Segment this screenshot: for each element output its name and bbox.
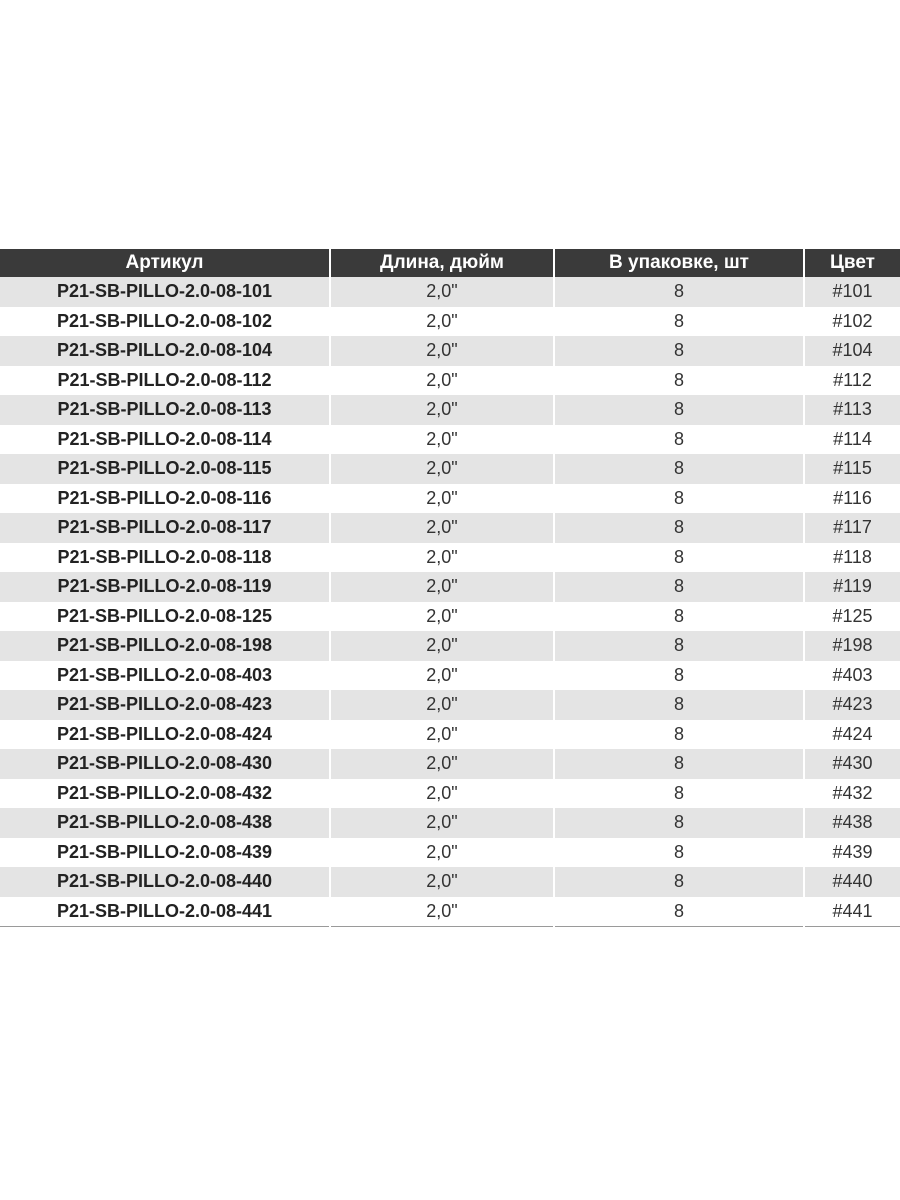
cell-article: P21-SB-PILLO-2.0-08-113 [0,395,330,425]
cell-article: P21-SB-PILLO-2.0-08-102 [0,307,330,337]
cell-article: P21-SB-PILLO-2.0-08-441 [0,897,330,927]
table-row [0,513,900,543]
cell-length: 2,0" [330,838,554,868]
header-row [0,249,900,277]
cell-pack-quantity: 8 [554,336,804,366]
cell-pack-quantity: 8 [554,513,804,543]
cell-article: P21-SB-PILLO-2.0-08-440 [0,867,330,897]
cell-color: #432 [804,779,900,809]
cell-pack-quantity: 8 [554,543,804,573]
header-length: Длина, дюйм [330,249,554,277]
cell-color: #423 [804,690,900,720]
cell-color: #403 [804,661,900,691]
table-row [0,543,900,573]
product-spec-table [0,249,900,927]
cell-pack-quantity: 8 [554,661,804,691]
table-row [0,454,900,484]
cell-length: 2,0" [330,897,554,927]
cell-length: 2,0" [330,602,554,632]
header-pack-quantity: В упаковке, шт [554,249,804,277]
cell-article: P21-SB-PILLO-2.0-08-117 [0,513,330,543]
cell-length: 2,0" [330,631,554,661]
cell-pack-quantity: 8 [554,808,804,838]
cell-article: P21-SB-PILLO-2.0-08-112 [0,366,330,396]
table-row [0,779,900,809]
table-row [0,572,900,602]
table-row [0,395,900,425]
table-row [0,808,900,838]
cell-color: #424 [804,720,900,750]
cell-length: 2,0" [330,867,554,897]
cell-article: P21-SB-PILLO-2.0-08-438 [0,808,330,838]
table-row [0,720,900,750]
cell-color: #440 [804,867,900,897]
cell-article: P21-SB-PILLO-2.0-08-430 [0,749,330,779]
cell-color: #439 [804,838,900,868]
cell-length: 2,0" [330,336,554,366]
table-row [0,661,900,691]
table-row [0,897,900,927]
cell-color: #115 [804,454,900,484]
cell-article: P21-SB-PILLO-2.0-08-115 [0,454,330,484]
cell-color: #116 [804,484,900,514]
cell-length: 2,0" [330,572,554,602]
cell-pack-quantity: 8 [554,749,804,779]
table-row [0,336,900,366]
cell-pack-quantity: 8 [554,395,804,425]
cell-pack-quantity: 8 [554,425,804,455]
cell-pack-quantity: 8 [554,484,804,514]
cell-article: P21-SB-PILLO-2.0-08-119 [0,572,330,602]
cell-pack-quantity: 8 [554,277,804,307]
header-color: Цвет [804,249,900,277]
cell-length: 2,0" [330,454,554,484]
cell-color: #117 [804,513,900,543]
cell-pack-quantity: 8 [554,690,804,720]
cell-article: P21-SB-PILLO-2.0-08-198 [0,631,330,661]
table-row [0,425,900,455]
cell-color: #198 [804,631,900,661]
table-row [0,307,900,337]
cell-pack-quantity: 8 [554,720,804,750]
cell-color: #102 [804,307,900,337]
cell-pack-quantity: 8 [554,602,804,632]
cell-length: 2,0" [330,277,554,307]
cell-pack-quantity: 8 [554,897,804,927]
cell-article: P21-SB-PILLO-2.0-08-104 [0,336,330,366]
cell-article: P21-SB-PILLO-2.0-08-116 [0,484,330,514]
table-row [0,867,900,897]
cell-color: #112 [804,366,900,396]
cell-pack-quantity: 8 [554,838,804,868]
cell-article: P21-SB-PILLO-2.0-08-101 [0,277,330,307]
table-body [0,277,900,927]
cell-article: P21-SB-PILLO-2.0-08-424 [0,720,330,750]
cell-color: #118 [804,543,900,573]
cell-color: #125 [804,602,900,632]
cell-article: P21-SB-PILLO-2.0-08-118 [0,543,330,573]
cell-length: 2,0" [330,720,554,750]
cell-length: 2,0" [330,484,554,514]
cell-length: 2,0" [330,808,554,838]
cell-length: 2,0" [330,307,554,337]
product-table-container [0,249,900,927]
cell-pack-quantity: 8 [554,631,804,661]
cell-length: 2,0" [330,425,554,455]
cell-article: P21-SB-PILLO-2.0-08-432 [0,779,330,809]
cell-color: #430 [804,749,900,779]
table-row [0,749,900,779]
cell-length: 2,0" [330,513,554,543]
table-row [0,690,900,720]
table-header [0,249,900,277]
cell-article: P21-SB-PILLO-2.0-08-439 [0,838,330,868]
cell-color: #101 [804,277,900,307]
cell-length: 2,0" [330,661,554,691]
cell-pack-quantity: 8 [554,572,804,602]
cell-pack-quantity: 8 [554,454,804,484]
cell-length: 2,0" [330,779,554,809]
table-row [0,602,900,632]
cell-article: P21-SB-PILLO-2.0-08-114 [0,425,330,455]
cell-color: #438 [804,808,900,838]
header-article: Артикул [0,249,330,277]
cell-length: 2,0" [330,543,554,573]
cell-article: P21-SB-PILLO-2.0-08-403 [0,661,330,691]
cell-pack-quantity: 8 [554,366,804,396]
table-row [0,366,900,396]
table-row [0,277,900,307]
cell-article: P21-SB-PILLO-2.0-08-423 [0,690,330,720]
cell-length: 2,0" [330,366,554,396]
cell-pack-quantity: 8 [554,779,804,809]
cell-article: P21-SB-PILLO-2.0-08-125 [0,602,330,632]
table-row [0,631,900,661]
cell-color: #441 [804,897,900,927]
cell-color: #104 [804,336,900,366]
cell-color: #113 [804,395,900,425]
cell-length: 2,0" [330,690,554,720]
cell-length: 2,0" [330,749,554,779]
cell-color: #114 [804,425,900,455]
cell-pack-quantity: 8 [554,307,804,337]
cell-pack-quantity: 8 [554,867,804,897]
table-row [0,838,900,868]
cell-length: 2,0" [330,395,554,425]
cell-color: #119 [804,572,900,602]
table-row [0,484,900,514]
